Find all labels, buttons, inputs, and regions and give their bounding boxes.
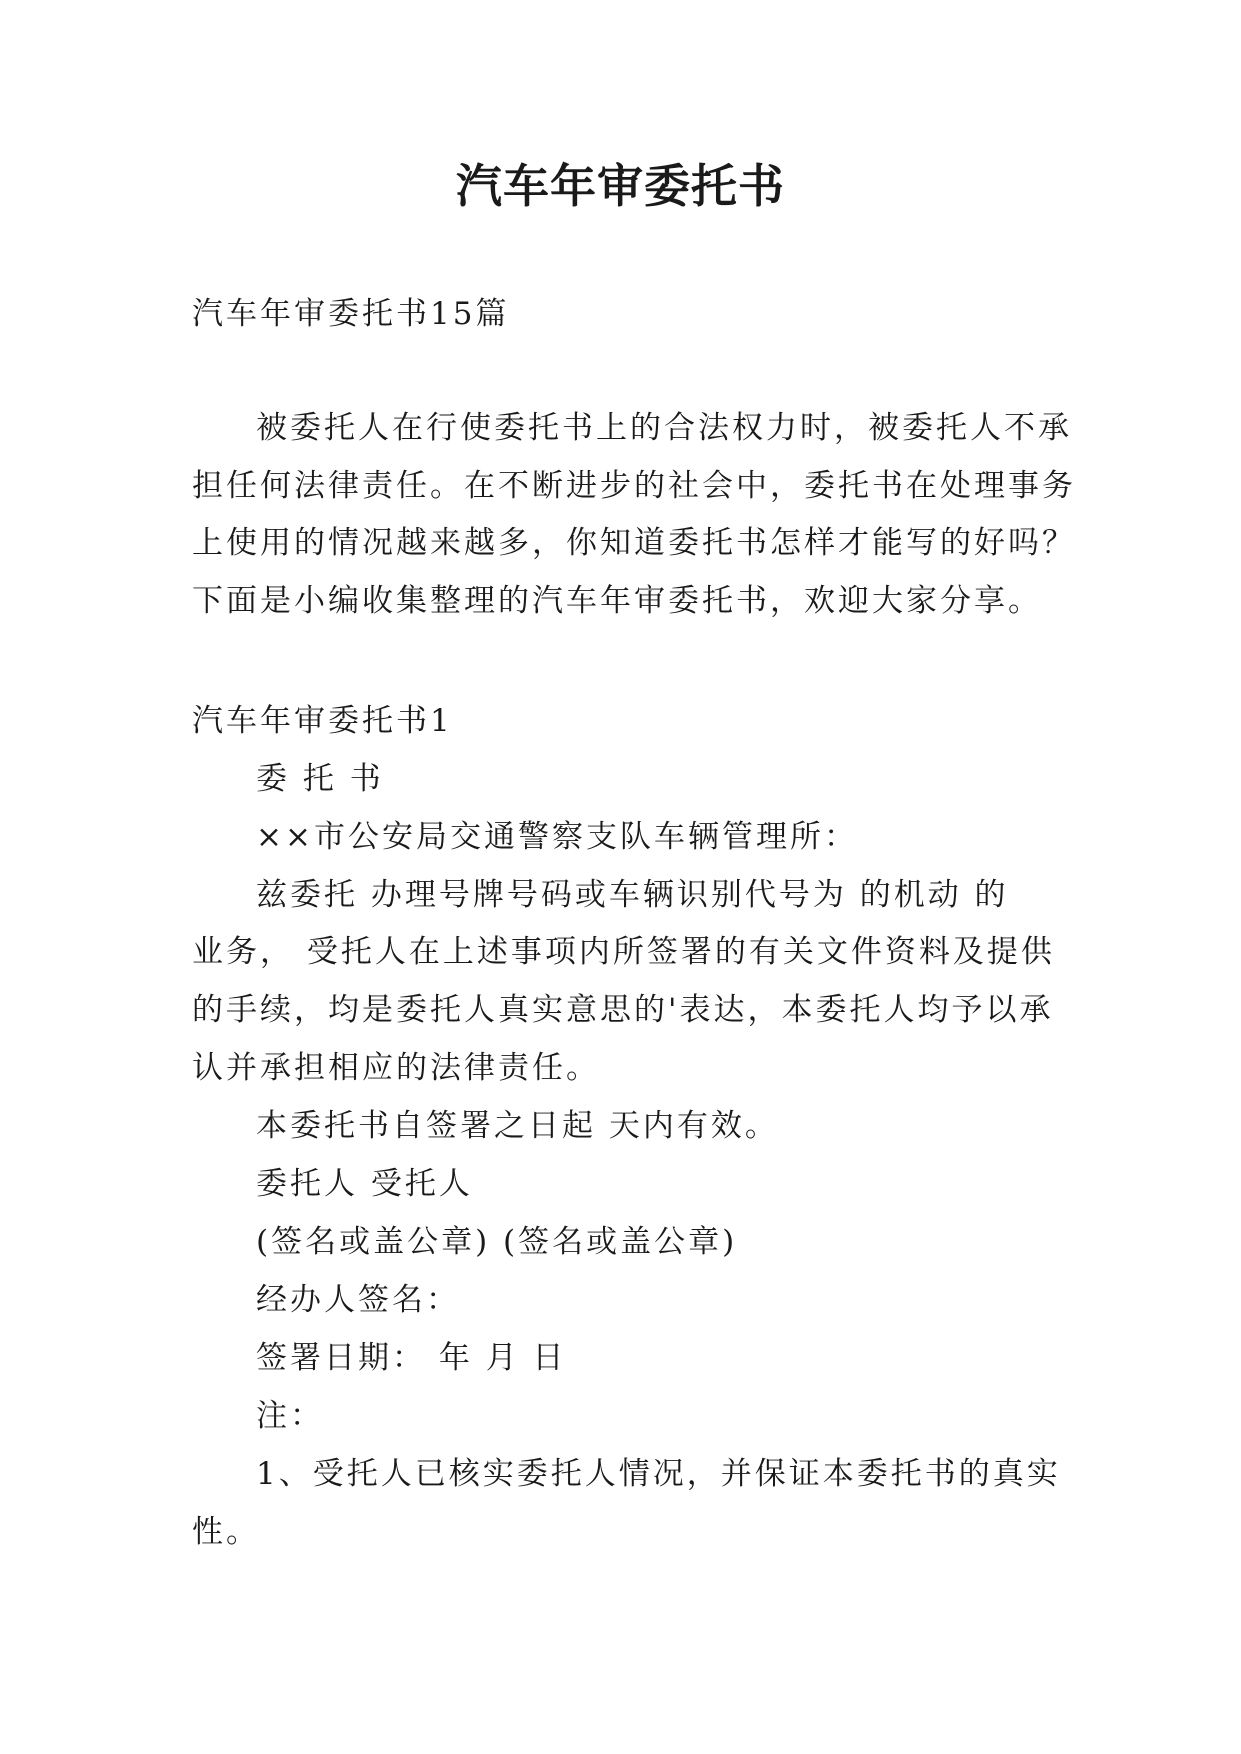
letter-body-line-4: 认并承担相应的法律责任。 (192, 1050, 600, 1086)
letter-date: 签署日期： 年 月 日 (256, 1340, 567, 1376)
letter-body-line-3: 的手续，均是委托人真实意思的'表达，本委托人均予以承 (192, 992, 1054, 1028)
intro-line-2: 担任何法律责任。在不断进步的社会中，委托书在处理事务 (192, 468, 1076, 504)
letter-heading: 委 托 书 (256, 761, 384, 797)
document-subtitle: 汽车年审委托书15篇 (192, 296, 510, 332)
letter-validity: 本委托书自签署之日起 天内有效。 (256, 1108, 779, 1144)
letter-note1-line-2: 性。 (192, 1514, 260, 1550)
intro-line-3: 上使用的情况越来越多，你知道委托书怎样才能写的好吗？ (192, 525, 1076, 561)
letter-parties: 委托人 受托人 (256, 1166, 473, 1202)
letter-note-label: 注： (256, 1398, 324, 1434)
letter-body-line-2: 业务， 受托人在上述事项内所签署的有关文件资料及提供 (192, 934, 1055, 970)
letter-note1-line-1: 1、受托人已核实委托人情况，并保证本委托书的真实 (256, 1456, 1061, 1492)
intro-line-1: 被委托人在行使委托书上的合法权力时，被委托人不承 (256, 410, 1072, 446)
letter-sign-note: (签名或盖公章) (签名或盖公章) (256, 1224, 738, 1260)
letter-handler: 经办人签名： (256, 1282, 460, 1318)
section-heading: 汽车年审委托书1 (192, 703, 453, 739)
letter-body-line-1: 兹委托 办理号牌号码或车辆识别代号为 的机动 的 (256, 877, 1009, 913)
document-title: 汽车年审委托书 (456, 159, 785, 213)
letter-addressee: ××市公安局交通警察支队车辆管理所： (256, 819, 858, 855)
intro-line-4: 下面是小编收集整理的汽车年审委托书，欢迎大家分享。 (192, 583, 1042, 619)
